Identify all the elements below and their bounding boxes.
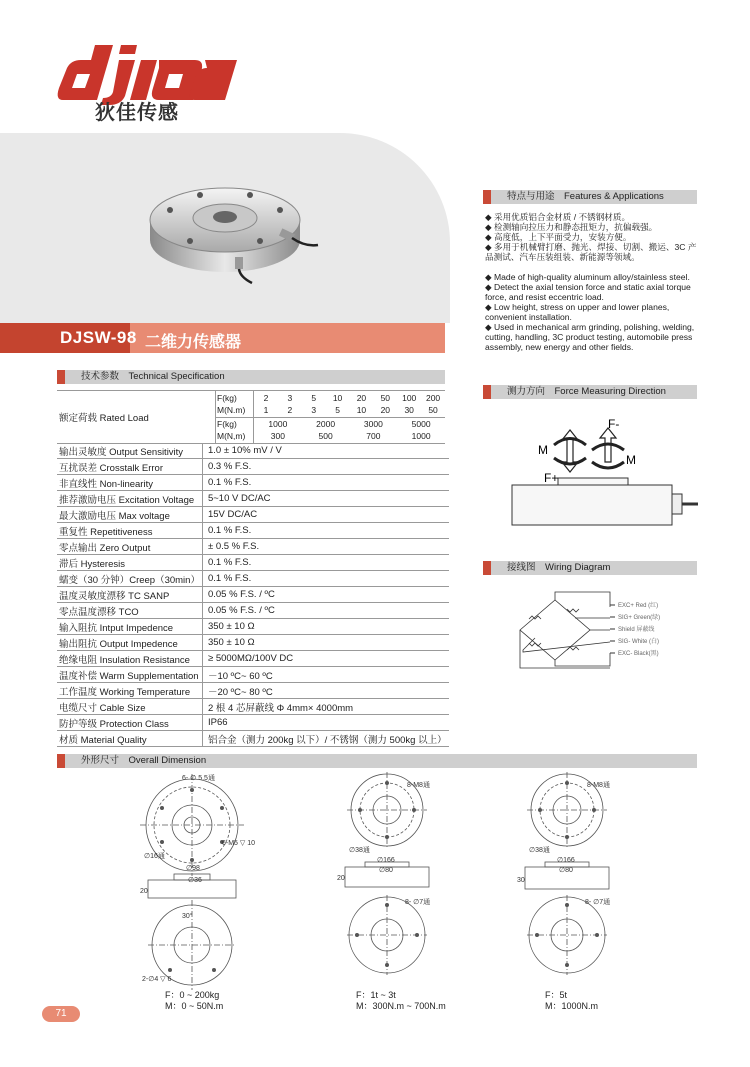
spec-value: 0.1 % F.S.: [202, 523, 448, 539]
feature-en-3: ◆ Low height, stress on upper and lower planes, convenient installation.: [485, 302, 670, 322]
load-f-cell: 2: [263, 393, 269, 403]
feature-cn-3: ◆ 高度低，上下平面受力，安装方便。: [485, 232, 632, 242]
d3-center: ∅38通: [529, 847, 550, 854]
load-f-cell: 5: [311, 393, 317, 403]
spec-label: 工作温度 Working Temperature: [57, 683, 202, 699]
feature-cn-2: ◆ 检测轴向拉压力和静态扭矩力，抗偏载强。: [485, 222, 658, 232]
caption-3-force: F：5t: [545, 990, 568, 1000]
load-m-cell: 30: [404, 405, 414, 415]
spec-row: [57, 555, 449, 571]
d1-angle: 30°: [182, 913, 193, 920]
spec-label: 温度灵敏度漂移 TC SANP: [57, 587, 202, 603]
rated-load-block: [57, 390, 445, 444]
load-row1-label: F(kg): [217, 393, 237, 403]
spec-value: 1.0 ± 10% mV / V: [202, 443, 448, 459]
label-f-plus: F+: [544, 471, 559, 485]
load-m-cell: 50: [428, 405, 438, 415]
spec-label: 输入阻抗 Intput Impedence: [57, 619, 202, 635]
spec-value: －20 ºC~ 80 ºC: [202, 683, 448, 699]
d2-inner: ∅80: [379, 867, 393, 874]
spec-value: 0.1 % F.S.: [202, 571, 448, 587]
load-f-cell: 3000: [363, 419, 383, 429]
feature-cn-4: ◆ 多用于机械臂打磨、抛光、焊接、切割、搬运、3C 产品测试、汽车压装组装、新能源等领域。: [485, 242, 697, 262]
caption-1: [165, 990, 223, 1012]
spec-label: 电缆尺寸 Cable Size: [57, 699, 202, 715]
spec-row: [57, 443, 449, 459]
wire-label: SIG- White (白): [618, 639, 660, 645]
spec-table: [57, 443, 449, 747]
features-en: [485, 272, 697, 352]
load-f-cell: 50: [380, 393, 391, 403]
load-f-cell: 5000: [411, 419, 431, 429]
spec-value: 2 根 4 芯屏蔽线 Φ 4mm× 4000mm: [202, 699, 448, 715]
d2-center: ∅38通: [349, 847, 370, 854]
features-header: 特点与用途 Features & Applications: [483, 190, 697, 204]
d1-threads: 6-M5 ▽ 10: [222, 840, 256, 847]
d3-height: 30: [517, 877, 525, 884]
force-direction-diagram: [500, 410, 700, 535]
spec-value: 0.1 % F.S.: [202, 475, 448, 491]
spec-value: 5~10 V DC/AC: [202, 491, 448, 507]
spec-row: [57, 459, 449, 475]
load-m-cell: 1: [263, 405, 269, 415]
d2-height: 20: [337, 875, 345, 882]
caption-3-moment: M：1000N.m: [545, 1001, 599, 1011]
spec-label: 零点输出 Zero Output: [57, 539, 202, 555]
spec-value: ≥ 5000MΩ/100V DC: [202, 651, 448, 667]
load-f-cell: 200: [425, 393, 441, 403]
dimension-drawing-2: [335, 770, 455, 990]
label-f-minus: F-: [608, 417, 620, 431]
spec-value: IP66: [202, 715, 448, 731]
spec-label: 最大激励电压 Max voltage: [57, 507, 202, 523]
brand-logo: [55, 40, 240, 124]
product-model: DJSW-98: [60, 328, 137, 347]
caption-2-force: F：1t ~ 3t: [356, 990, 396, 1000]
dimension-header: 外形尺寸 Overall Dimension: [57, 754, 697, 768]
spec-row: [57, 507, 449, 523]
spec-label: 材质 Material Quality: [57, 731, 202, 747]
feature-en-4: ◆ Used in mechanical arm grinding, polishing, welding, cutting, handling, 3C product testing, automobile press assembly, new energy and other fields.: [485, 322, 695, 352]
spec-value: 0.1 % F.S.: [202, 555, 448, 571]
wire-label: Shield 屏蔽线: [618, 627, 655, 633]
caption-1-moment: M：0 ~ 50N.m: [165, 1001, 224, 1011]
load-m-cell: 20: [380, 405, 391, 415]
load-row3-label: F(kg): [217, 419, 237, 429]
wiring-diagram: [515, 590, 695, 670]
dimension-drawing-3: [515, 770, 635, 990]
spec-row: [57, 539, 449, 555]
load-f-cell: 3: [287, 393, 293, 403]
d3-threads: 8-M8通: [587, 782, 610, 789]
direction-header: 测力方向 Force Measuring Direction: [483, 385, 697, 399]
load-f-cell: 1000: [268, 419, 288, 429]
wiring-header: 接线图 Wiring Diagram: [483, 561, 697, 575]
load-f-cell: 10: [332, 393, 343, 403]
feature-en-1: ◆ Made of high-quality aluminum alloy/stainless steel.: [485, 272, 690, 282]
d1-height: 20: [140, 888, 148, 895]
spec-row: [57, 475, 449, 491]
spec-row: [57, 523, 449, 539]
load-m-cell: 300: [270, 431, 285, 441]
spec-row: [57, 587, 449, 603]
spec-value: 铝合金（测力 200kg 以下）/ 不锈钢（测力 500kg 以上）: [202, 731, 448, 747]
page-number: 71: [42, 1006, 80, 1022]
load-row2-label: M(N.m): [217, 405, 246, 415]
spec-value: －10 ºC~ 60 ºC: [202, 667, 448, 683]
spec-value: ± 0.5 % F.S.: [202, 539, 448, 555]
spec-label: 互扰误差 Crosstalk Error: [57, 459, 202, 475]
spec-label: 绝缘电阻 Insulation Resistance: [57, 651, 202, 667]
load-row4-label: M(N,m): [217, 431, 246, 441]
d3-holes: 8- ∅7通: [585, 899, 611, 906]
load-m-cell: 10: [356, 405, 367, 415]
spec-value: 0.3 % F.S.: [202, 459, 448, 475]
spec-row: [57, 603, 449, 619]
load-m-cell: 1000: [411, 431, 431, 441]
feature-en-2: ◆ Detect the axial tension force and static axial torque force, and resist eccentric load.: [485, 282, 691, 302]
load-m-cell: 700: [366, 431, 381, 441]
spec-label: 输出阻抗 Output Impedence: [57, 635, 202, 651]
caption-1-force: F：0 ~ 200kg: [165, 990, 220, 1000]
load-f-cell: 2000: [316, 419, 336, 429]
spec-row: [57, 699, 449, 715]
d3-inner: ∅80: [559, 867, 573, 874]
feature-cn-1: ◆ 采用优质铝合金材质 / 不锈钢材质。: [485, 212, 631, 222]
spec-label: 非直线性 Non-linearity: [57, 475, 202, 491]
spec-value: 0.05 % F.S. / ºC: [202, 603, 448, 619]
wire-label: SIG+ Green(绿): [618, 615, 661, 621]
spec-row: [57, 571, 449, 587]
d2-holes: 8- ∅7通: [405, 899, 431, 906]
load-m-cell: 2: [287, 405, 293, 415]
d1-inner: ∅36: [188, 877, 202, 884]
spec-label: 推荐激励电压 Excitation Voltage: [57, 491, 202, 507]
features-cn: [485, 212, 697, 262]
spec-row: [57, 491, 449, 507]
wire-label: EXC- Black(黑): [618, 651, 659, 657]
spec-label: 蠕变（30 分钟）Creep（30min）: [57, 571, 202, 587]
d2-threads: 8-M8通: [407, 782, 430, 789]
d1-holes: 6- ∅ 5.5通: [182, 775, 215, 782]
spec-row: [57, 715, 449, 731]
caption-2-moment: M：300N.m ~ 700N.m: [356, 1001, 446, 1011]
spec-label: 温度补偿 Warm Supplementation: [57, 667, 202, 683]
spec-value: 350 ± 10 Ω: [202, 635, 448, 651]
spec-label: 重复性 Repetitiveness: [57, 523, 202, 539]
label-m2: M: [626, 453, 636, 467]
load-f-cell: 100: [402, 393, 417, 403]
load-m-cell: 500: [318, 431, 333, 441]
brand-name: 狄佳传感: [95, 102, 179, 124]
spec-row: [57, 731, 449, 747]
label-m1: M: [538, 443, 548, 457]
spec-value: 0.05 % F.S. / ºC: [202, 587, 448, 603]
spec-row: [57, 667, 449, 683]
load-m-cell: 3: [311, 405, 317, 415]
product-name: 二维力传感器: [145, 334, 242, 351]
d1-center: ∅16通: [144, 853, 165, 860]
d2-outer: ∅166: [377, 857, 395, 864]
spec-row: [57, 619, 449, 635]
tech-spec-header: 技术参数 Technical Specification: [57, 370, 445, 384]
rated-load-label: 额定荷载 Rated Load: [59, 413, 149, 424]
spec-row: [57, 683, 449, 699]
load-f-cell: 20: [356, 393, 367, 403]
spec-label: 零点温度漂移 TCO: [57, 603, 202, 619]
spec-label: 输出灵敏度 Output Sensitivity: [57, 443, 202, 459]
wire-label: EXC+ Red (红): [618, 603, 659, 609]
spec-row: [57, 635, 449, 651]
spec-label: 滞后 Hysteresis: [57, 555, 202, 571]
caption-3: [545, 990, 598, 1012]
load-m-cell: 5: [335, 405, 340, 415]
d1-outer: ∅98: [186, 865, 200, 872]
dimension-drawing-1: [130, 770, 270, 990]
spec-value: 15V DC/AC: [202, 507, 448, 523]
caption-2: [356, 990, 446, 1012]
d3-outer: ∅166: [557, 857, 575, 864]
product-image: [140, 175, 320, 285]
spec-label: 防护等级 Protection Class: [57, 715, 202, 731]
spec-row: [57, 651, 449, 667]
d1-pins: 2-∅4 ▽ 6: [142, 976, 172, 983]
spec-value: 350 ± 10 Ω: [202, 619, 448, 635]
